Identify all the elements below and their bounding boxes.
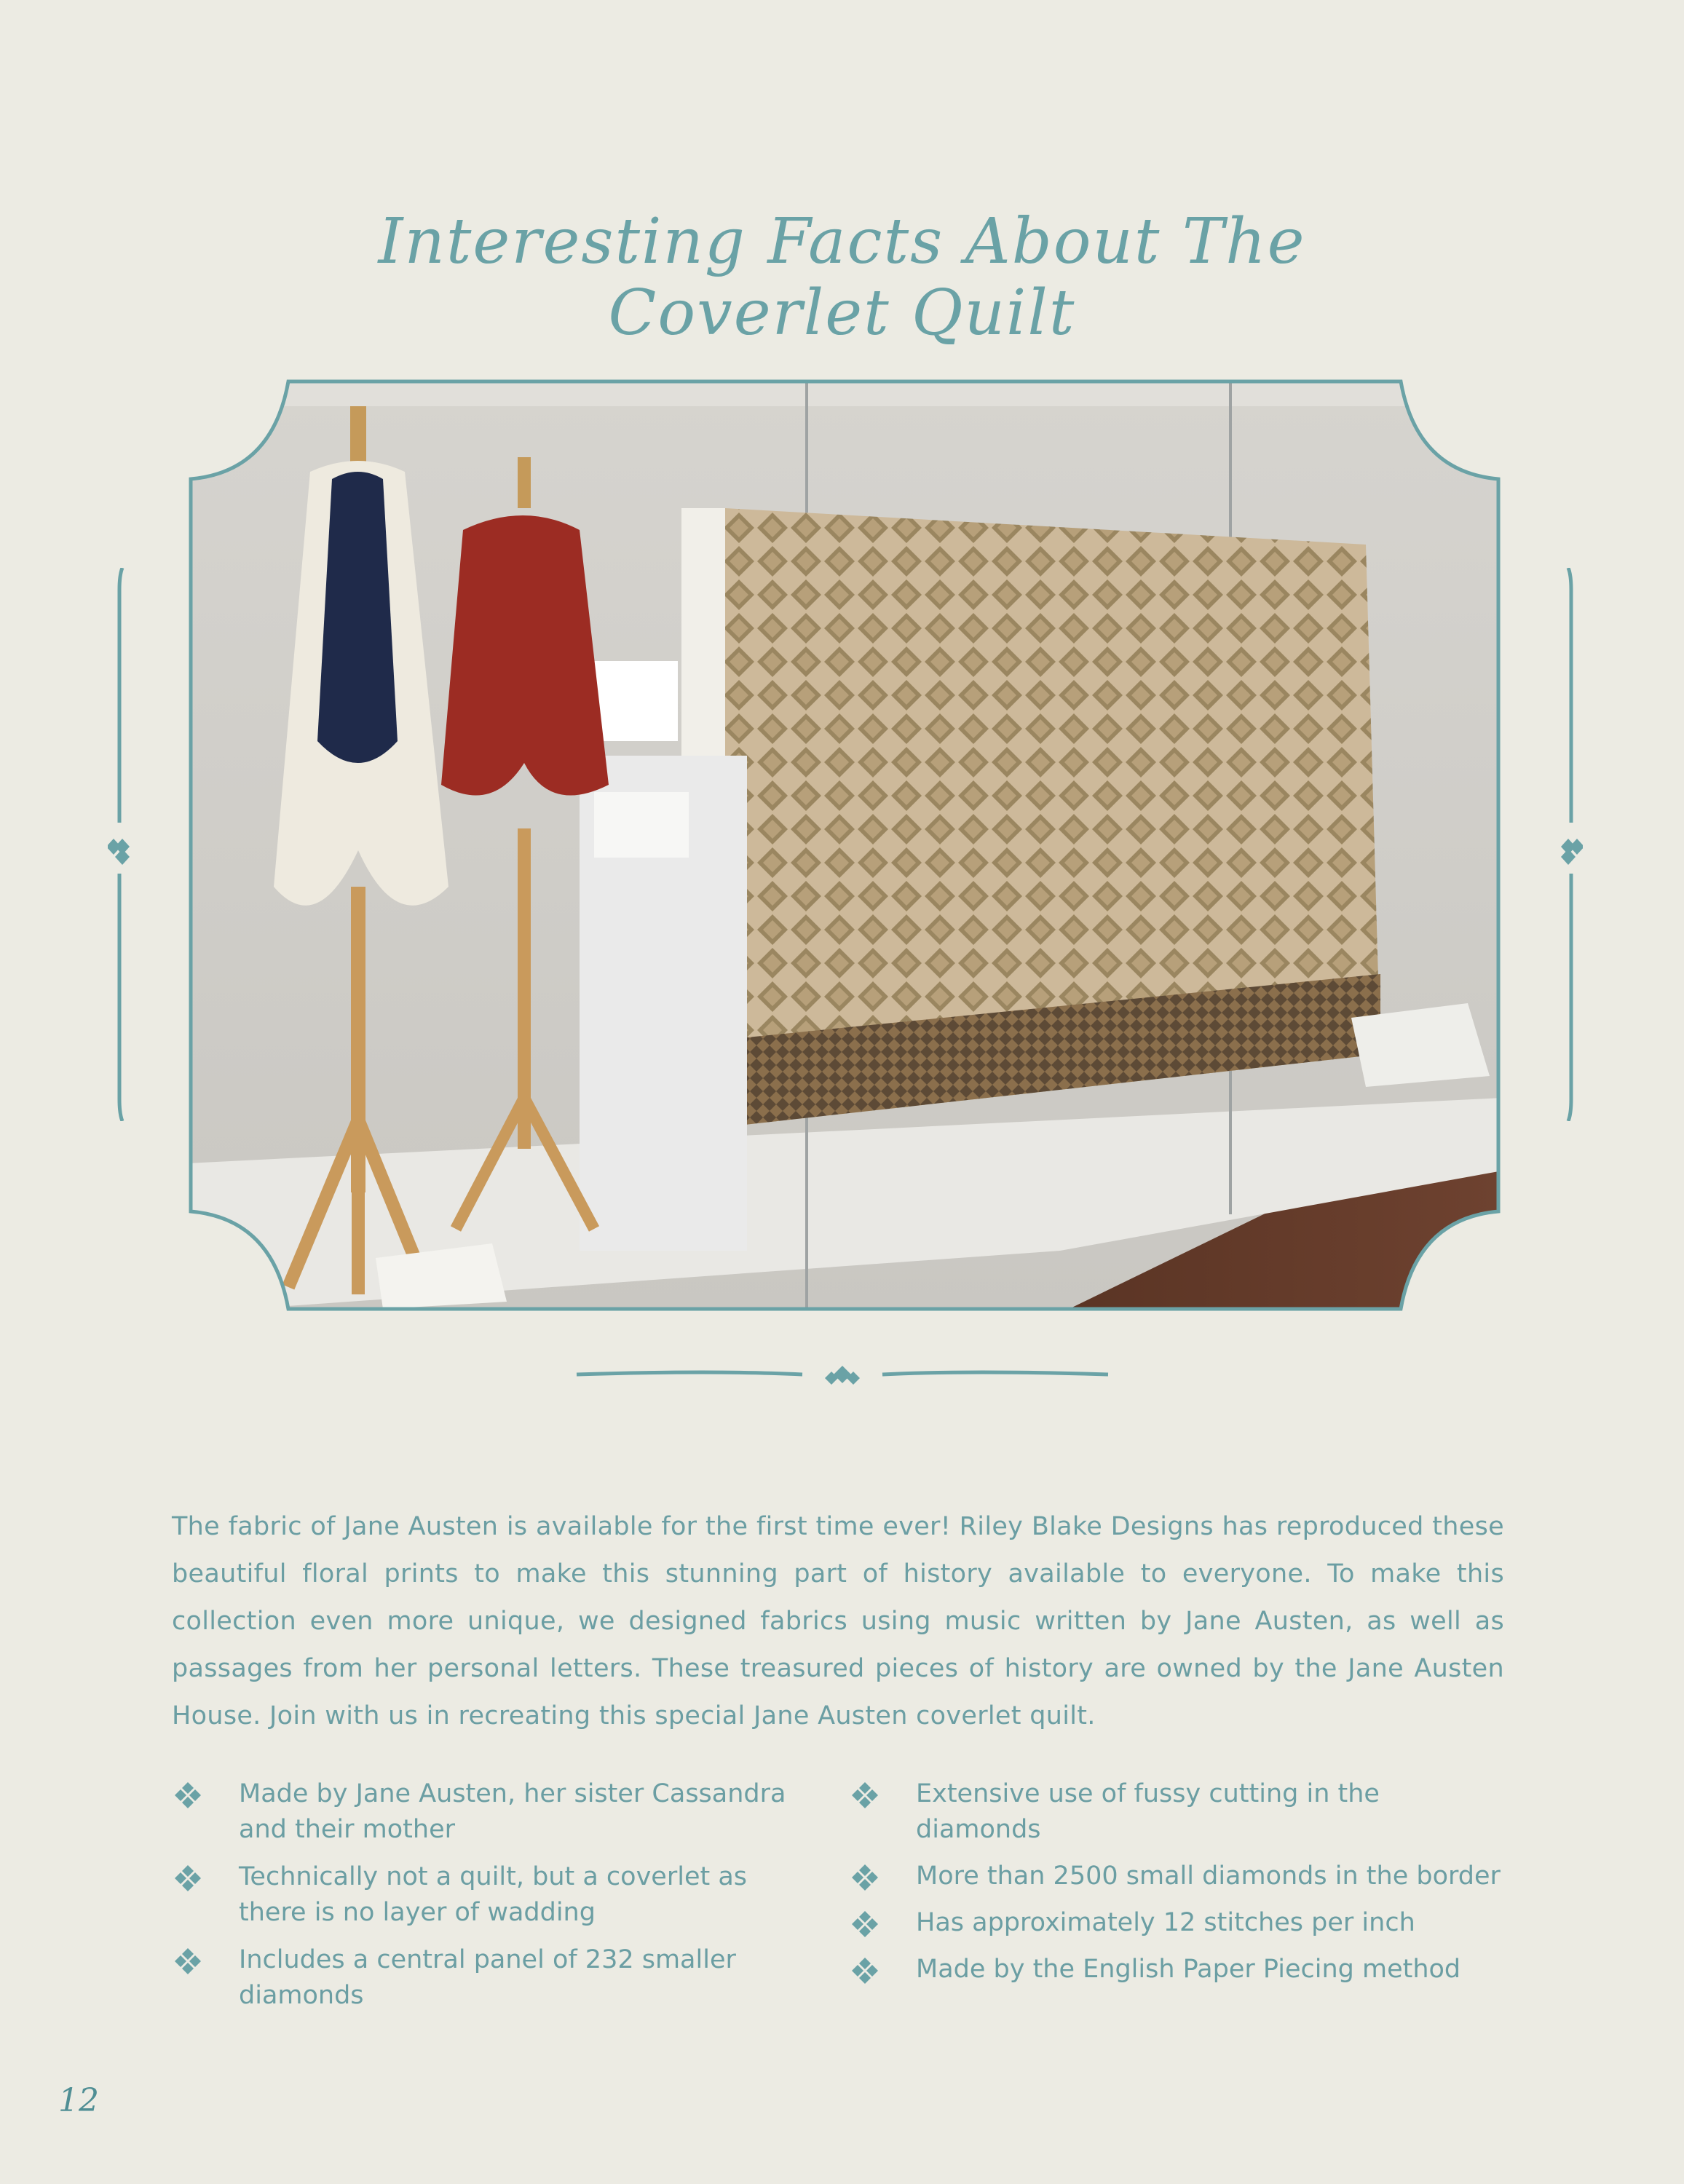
right-ornament-rule xyxy=(1554,568,1583,1121)
facts-list-left xyxy=(172,1776,813,2025)
diamond-cluster-icon xyxy=(172,1945,204,1977)
fact-text: Has approximately 12 stitches per inch xyxy=(916,1908,1415,1937)
diamond-cluster-icon xyxy=(172,1779,204,1811)
diamond-cluster-icon xyxy=(849,1779,881,1811)
fact-item xyxy=(172,1859,813,1931)
fact-item xyxy=(172,1942,813,2014)
fact-item xyxy=(849,1859,1504,1894)
section-divider xyxy=(569,1360,1115,1389)
fact-item xyxy=(849,1905,1504,1941)
left-ornament-rule xyxy=(108,568,137,1121)
page-number: 12 xyxy=(58,2082,99,2119)
diamond-cluster-icon xyxy=(849,1955,881,1987)
fact-text: Technically not a quilt, but a coverlet as there is no layer of wadding xyxy=(239,1862,748,1927)
facts-list-right xyxy=(849,1776,1504,1998)
fact-text: Includes a central panel of 232 smaller diamonds xyxy=(239,1945,736,2010)
page-title-line-1: Interesting Facts About The xyxy=(378,205,1306,278)
fact-text: More than 2500 small diamonds in the border xyxy=(916,1861,1501,1891)
diamond-cluster-icon xyxy=(172,1862,204,1894)
fact-item xyxy=(849,1776,1504,1848)
page-title-line-2: Coverlet Quilt xyxy=(608,277,1076,349)
fact-text: Made by the English Paper Piecing method xyxy=(916,1955,1461,1984)
fact-item xyxy=(849,1952,1504,1987)
diamond-cluster-icon xyxy=(849,1908,881,1940)
fact-text: Extensive use of fussy cutting in the diamonds xyxy=(916,1779,1380,1844)
diamond-cluster-icon xyxy=(849,1861,881,1894)
intro-paragraph: The fabric of Jane Austen is available for the first time ever! Riley Blake Designs has reproduced these beautiful floral prints to make this stunning part of history available to everyone. To make this collection even more unique, we designed fabrics using music written by Jane Austen, as well as passages from her personal letters. These treasured pieces of history are owned by the Jane Austen House. Join with us in recreating this special Jane Austen coverlet quilt. xyxy=(172,1512,1504,1730)
museum-display-photo xyxy=(186,377,1503,1313)
fact-item xyxy=(172,1776,813,1848)
fact-text: Made by Jane Austen, her sister Cassandra and their mother xyxy=(239,1779,786,1844)
